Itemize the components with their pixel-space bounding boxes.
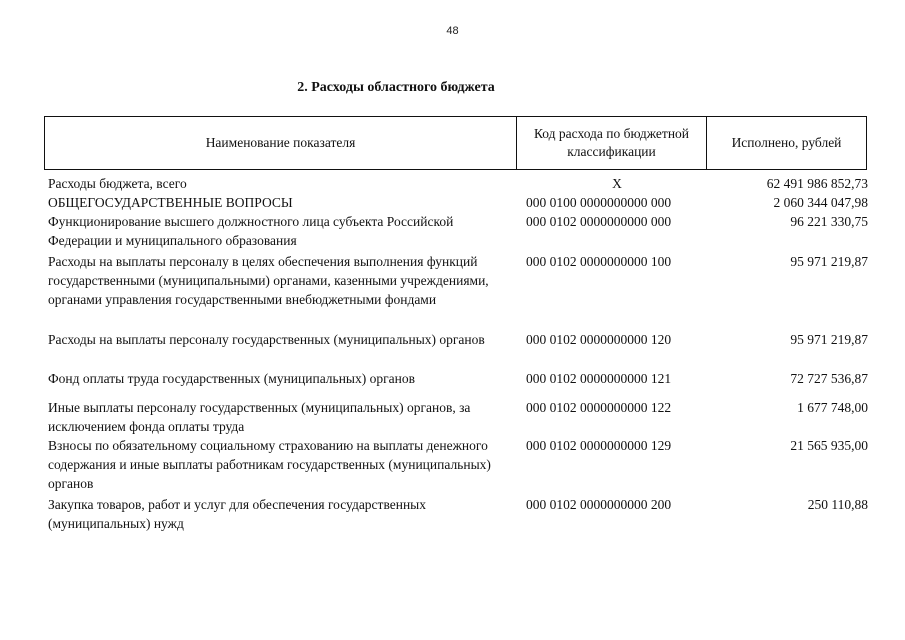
row-code: X xyxy=(612,176,622,191)
row-code: 000 0102 0000000000 121 xyxy=(526,371,672,386)
row-name: Функционирование высшего должностного лица субъекта Российской Федерации и муниципального образования xyxy=(48,214,454,248)
header-amount: Исполнено, рублей xyxy=(731,135,842,150)
page-number: 48 xyxy=(446,25,459,37)
row-name: ОБЩЕГОСУДАРСТВЕННЫЕ ВОПРОСЫ xyxy=(48,195,293,210)
row-name: Расходы бюджета, всего xyxy=(48,176,187,191)
row-code: 000 0102 0000000000 200 xyxy=(526,497,672,512)
row-amount: 95 971 219,87 xyxy=(790,254,868,269)
row-code: 000 0102 0000000000 120 xyxy=(526,332,672,347)
row-code: 000 0102 0000000000 122 xyxy=(526,400,672,415)
row-name: Фонд оплаты труда государственных (муниципальных) органов xyxy=(48,371,415,386)
row-amount: 2 060 344 047,98 xyxy=(773,195,868,210)
row-name: Расходы на выплаты персоналу государственных (муниципальных) органов xyxy=(48,332,485,347)
row-amount: 62 491 986 852,73 xyxy=(766,176,868,191)
header-name: Наименование показателя xyxy=(45,117,517,169)
row-code: 000 0102 0000000000 100 xyxy=(526,254,672,269)
row-name: Взносы по обязательному социальному страхованию на выплаты денежного содержания и иные выплаты работникам государственных (муниципальных) органов xyxy=(48,438,491,491)
row-code: 000 0102 0000000000 129 xyxy=(526,438,672,453)
row-amount: 21 565 935,00 xyxy=(790,438,868,453)
row-code: 000 0102 0000000000 000 xyxy=(526,214,672,229)
row-amount: 96 221 330,75 xyxy=(790,214,868,229)
row-name: Закупка товаров, работ и услуг для обеспечения государственных (муниципальных) нужд xyxy=(48,497,427,531)
section-title: 2. Расходы областного бюджета xyxy=(297,80,495,95)
row-amount: 1 677 748,00 xyxy=(797,400,868,415)
row-amount: 95 971 219,87 xyxy=(790,332,868,347)
row-amount: 72 727 536,87 xyxy=(790,371,868,386)
row-amount: 250 110,88 xyxy=(807,497,868,512)
row-name: Расходы на выплаты персоналу в целях обеспечения выполнения функций государственными (муниципальными) органами, казенными учреждениями, органами управления государственными внебюджетными фондами xyxy=(48,254,489,307)
row-name: Иные выплаты персоналу государственных (муниципальных) органов, за исключением фонда оплаты труда xyxy=(48,400,471,434)
header-code: Код расхода по бюджетной классификации xyxy=(517,117,707,169)
row-code: 000 0100 0000000000 000 xyxy=(526,195,672,210)
